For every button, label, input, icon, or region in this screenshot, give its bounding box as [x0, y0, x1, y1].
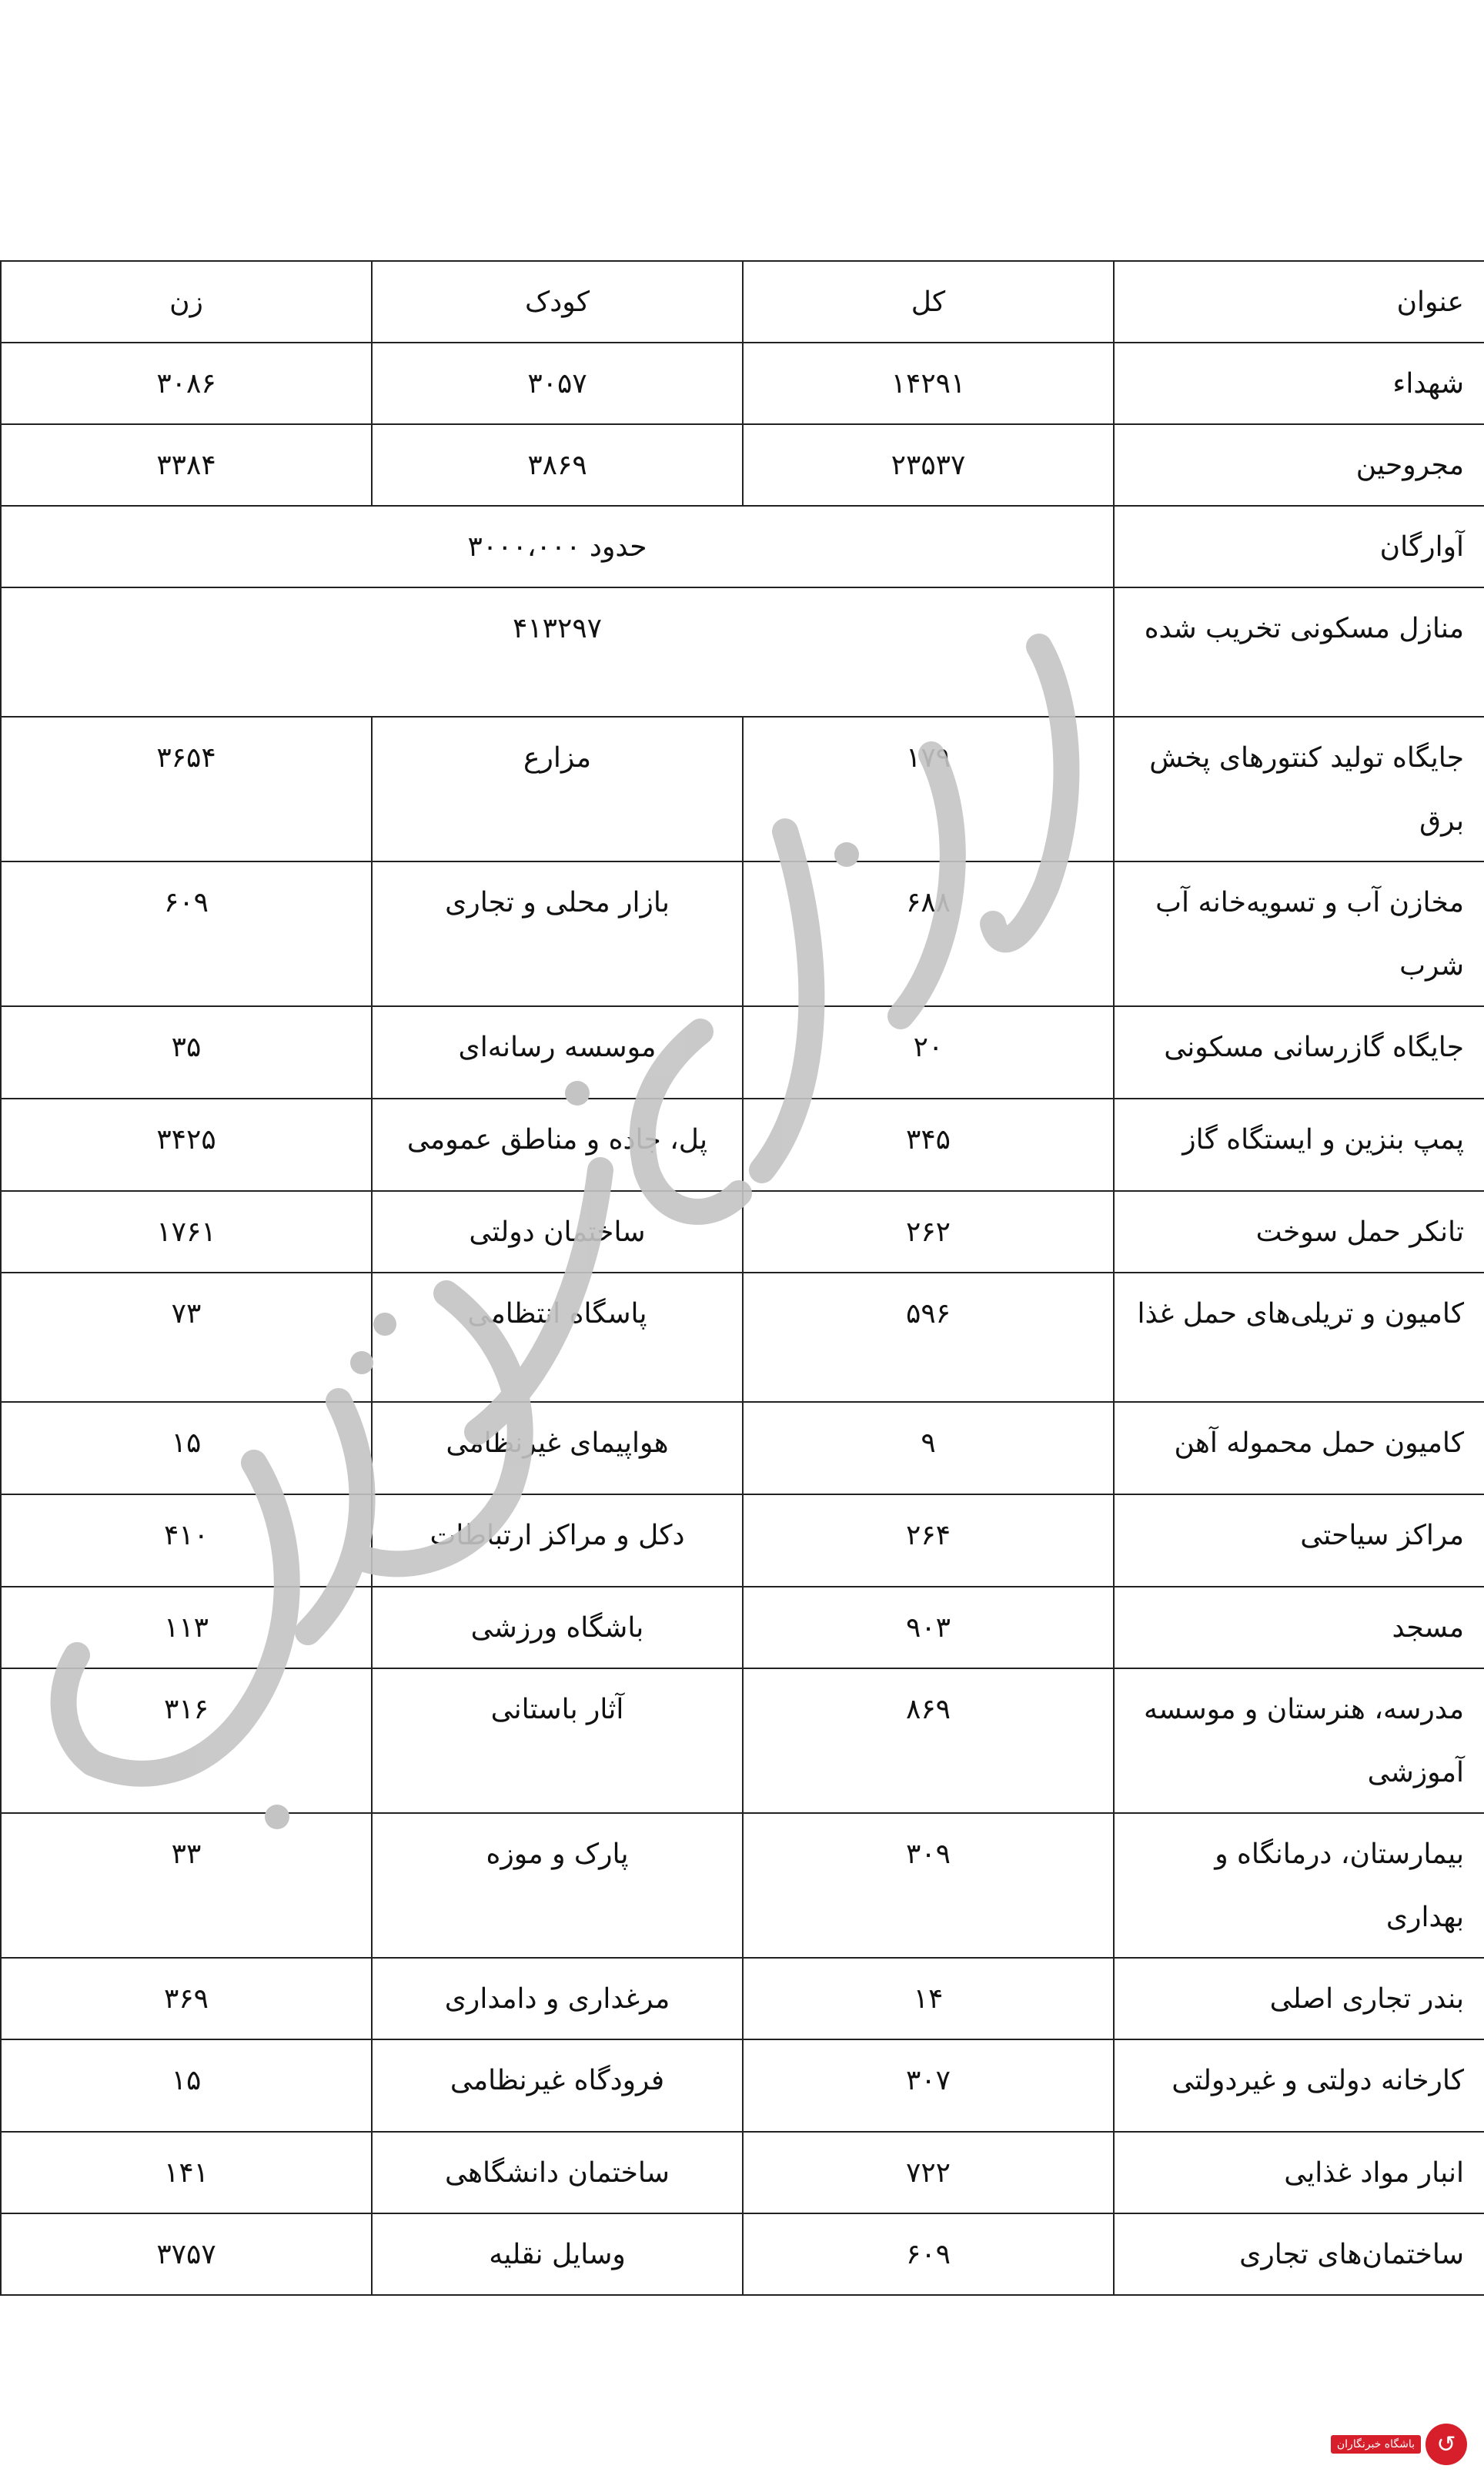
table-row	[1, 1099, 1484, 1191]
row-woman: ۳۳۸۴	[1, 424, 372, 506]
row-total: ۲۳۵۳۷	[743, 424, 1114, 506]
row-total: ۷۲۲	[743, 2132, 1114, 2213]
row-title: بیمارستان، درمانگاه و بهداری	[1114, 1813, 1484, 1958]
row-child: پاسگاه انتظامی	[372, 1273, 743, 1402]
row-title: جایگاه تولید کنتورهای پخش برق	[1114, 717, 1484, 861]
row-total: ۲۰	[743, 1006, 1114, 1099]
row-total: ۶۸۸	[743, 861, 1114, 1006]
row-total: ۱۴	[743, 1958, 1114, 2039]
row-child: دکل و مراکز ارتباطات	[372, 1494, 743, 1587]
row-title: مجروحین	[1114, 424, 1484, 506]
table-row	[1, 1191, 1484, 1273]
row-child: باشگاه ورزشی	[372, 1587, 743, 1668]
row-title: مخازن آب و تسویه‌خانه آب شرب	[1114, 861, 1484, 1006]
row-title: کامیون و تریلی‌های حمل غذا	[1114, 1273, 1484, 1402]
row-title: منازل مسکونی تخریب شده	[1114, 587, 1484, 717]
row-total: ۹۰۳	[743, 1587, 1114, 1668]
row-woman: ۴۱۰	[1, 1494, 372, 1587]
row-total: ۸۶۹	[743, 1668, 1114, 1813]
table-row	[1, 587, 1484, 717]
row-title: آوارگان	[1114, 506, 1484, 587]
row-total: ۲۶۲	[743, 1191, 1114, 1273]
table-row	[1, 1668, 1484, 1813]
row-child: آثار باستانی	[372, 1668, 743, 1813]
row-woman: ۳۰۸۶	[1, 343, 372, 424]
table-row	[1, 1958, 1484, 2039]
row-woman: ۷۳	[1, 1273, 372, 1402]
table-row	[1, 424, 1484, 506]
table-row	[1, 1494, 1484, 1587]
row-woman: ۳۷۵۷	[1, 2213, 372, 2295]
row-title: کامیون حمل محموله آهن	[1114, 1402, 1484, 1494]
row-woman: ۳۶۵۴	[1, 717, 372, 861]
row-woman: ۱۵	[1, 1402, 372, 1494]
brand-logo-icon: ↺	[1426, 2424, 1467, 2465]
brand-name: باشگاه خبرنگاران	[1331, 2435, 1421, 2454]
row-title: پمپ بنزین و ایستگاه گاز	[1114, 1099, 1484, 1191]
row-title: بندر تجاری اصلی	[1114, 1958, 1484, 2039]
row-child: مزارع	[372, 717, 743, 861]
row-total: ۳۰۹	[743, 1813, 1114, 1958]
row-total: ۹	[743, 1402, 1114, 1494]
row-total: ۲۶۴	[743, 1494, 1114, 1587]
row-woman: ۱۱۳	[1, 1587, 372, 1668]
header-total: کل	[743, 261, 1114, 343]
row-child: ساختمان دولتی	[372, 1191, 743, 1273]
row-total: ۱۷۹	[743, 717, 1114, 861]
table-row	[1, 2213, 1484, 2295]
table-row	[1, 343, 1484, 424]
row-woman: ۳۴۲۵	[1, 1099, 372, 1191]
table-row	[1, 1813, 1484, 1958]
statistics-table	[0, 260, 1484, 2296]
row-child: ۳۸۶۹	[372, 424, 743, 506]
header-child: کودک	[372, 261, 743, 343]
brand-badge	[1331, 2423, 1467, 2466]
row-title: انبار مواد غذایی	[1114, 2132, 1484, 2213]
table-row	[1, 2039, 1484, 2132]
row-title: کارخانه دولتی و غیردولتی	[1114, 2039, 1484, 2132]
row-title: مسجد	[1114, 1587, 1484, 1668]
row-child: پارک و موزه	[372, 1813, 743, 1958]
row-child: ساختمان دانشگاهی	[372, 2132, 743, 2213]
row-title: شهداء	[1114, 343, 1484, 424]
row-child: هواپیمای غیرنظامی	[372, 1402, 743, 1494]
row-total: ۵۹۶	[743, 1273, 1114, 1402]
row-span-value: حدود ۳۰۰۰،۰۰۰	[1, 506, 1114, 587]
row-title: جایگاه گازرسانی مسکونی	[1114, 1006, 1484, 1099]
header-title: عنوان	[1114, 261, 1484, 343]
table-row	[1, 506, 1484, 587]
row-child: ۳۰۵۷	[372, 343, 743, 424]
row-total: ۱۴۲۹۱	[743, 343, 1114, 424]
row-woman: ۱۵	[1, 2039, 372, 2132]
row-woman: ۶۰۹	[1, 861, 372, 1006]
row-title: تانکر حمل سوخت	[1114, 1191, 1484, 1273]
table-row	[1, 1587, 1484, 1668]
table-row	[1, 1006, 1484, 1099]
row-total: ۶۰۹	[743, 2213, 1114, 2295]
row-child: موسسه رسانه‌ای	[372, 1006, 743, 1099]
header-woman: زن	[1, 261, 372, 343]
row-child: پل، جاده و مناطق عمومی	[372, 1099, 743, 1191]
row-child: مرغداری و دامداری	[372, 1958, 743, 2039]
table-row	[1, 1402, 1484, 1494]
table-row	[1, 2132, 1484, 2213]
row-total: ۳۴۵	[743, 1099, 1114, 1191]
row-woman: ۳۳	[1, 1813, 372, 1958]
row-woman: ۱۷۶۱	[1, 1191, 372, 1273]
row-child: وسایل نقلیه	[372, 2213, 743, 2295]
row-total: ۳۰۷	[743, 2039, 1114, 2132]
row-span-value: ۴۱۳۲۹۷	[1, 587, 1114, 717]
row-title: ساختمان‌های تجاری	[1114, 2213, 1484, 2295]
row-woman: ۳۶۹	[1, 1958, 372, 2039]
table-header-row	[1, 261, 1484, 343]
table-row	[1, 861, 1484, 1006]
row-child: بازار محلی و تجاری	[372, 861, 743, 1006]
row-woman: ۱۴۱	[1, 2132, 372, 2213]
row-woman: ۳۱۶	[1, 1668, 372, 1813]
row-title: مدرسه، هنرستان و موسسه آموزشی	[1114, 1668, 1484, 1813]
row-title: مراکز سیاحتی	[1114, 1494, 1484, 1587]
table-row	[1, 1273, 1484, 1402]
row-woman: ۳۵	[1, 1006, 372, 1099]
row-child: فرودگاه غیرنظامی	[372, 2039, 743, 2132]
table-row	[1, 717, 1484, 861]
